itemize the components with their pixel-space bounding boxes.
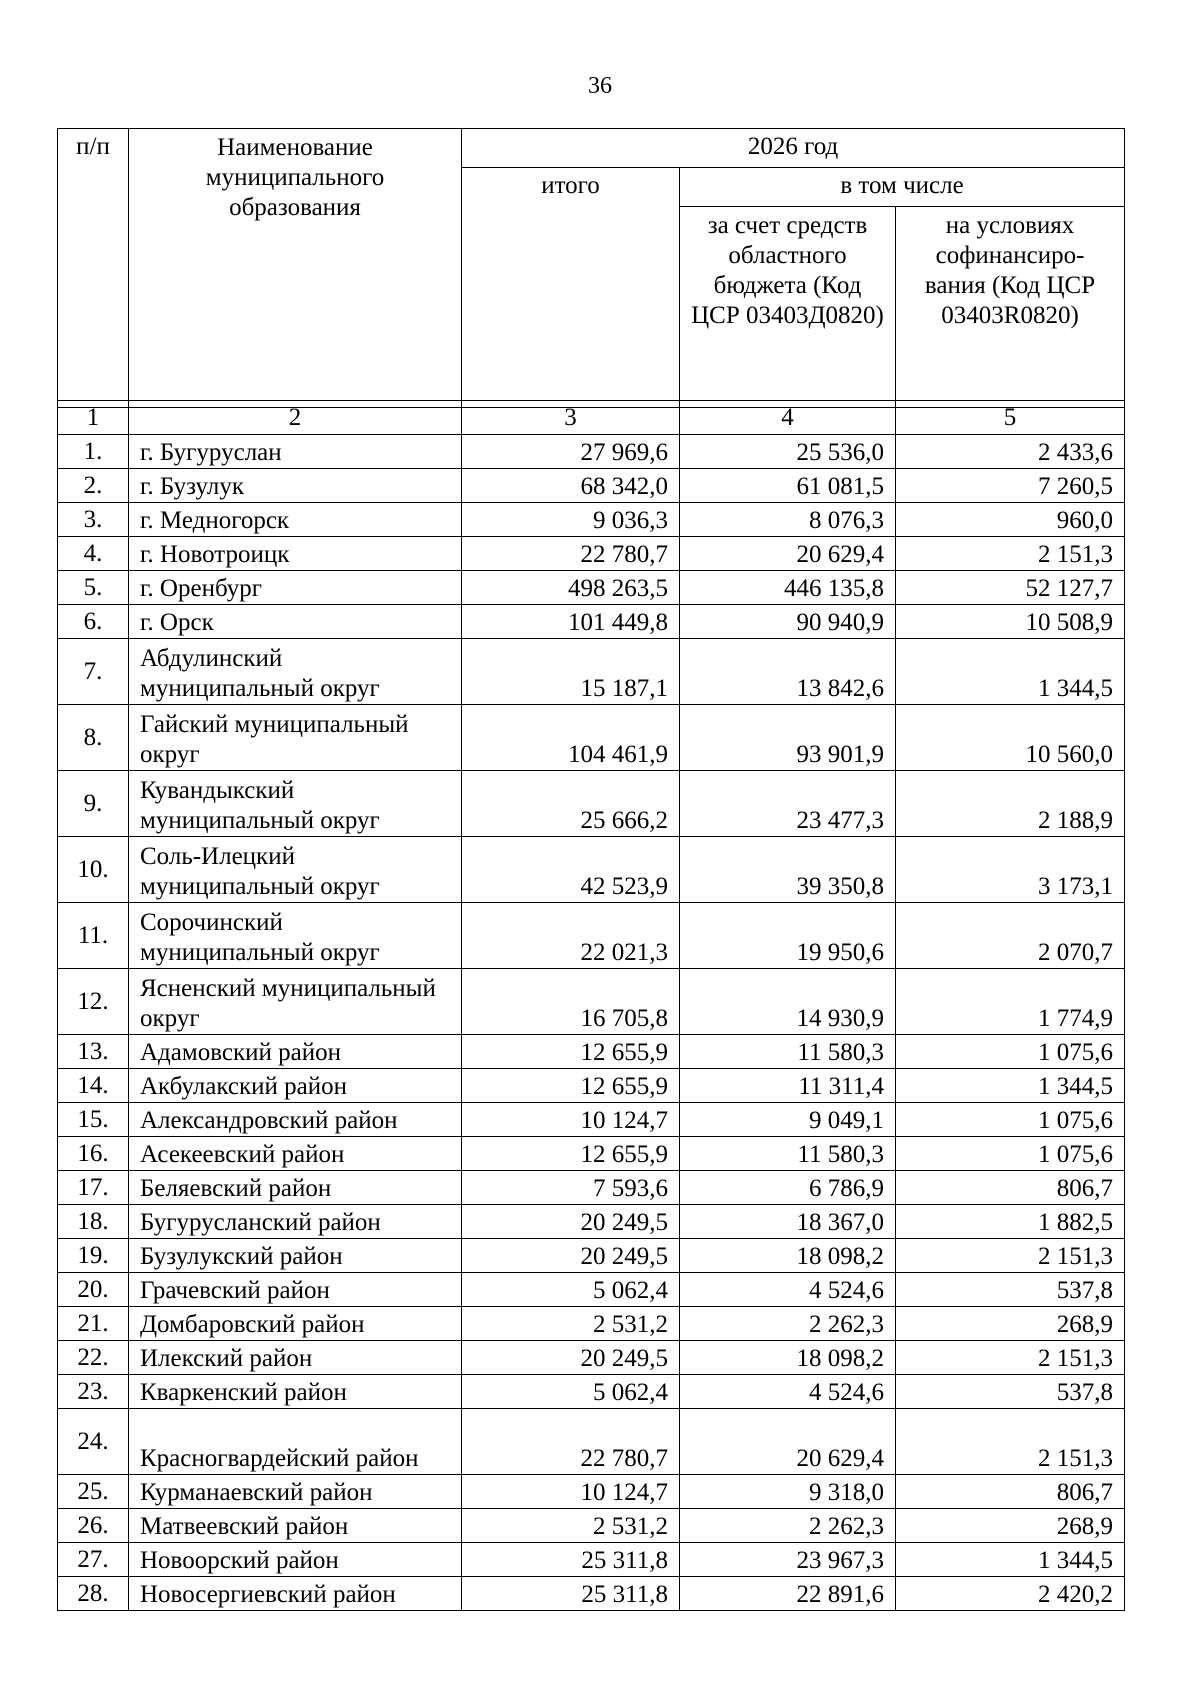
total-value: 10 124,7 bbox=[462, 1103, 680, 1137]
cofinancing-value: 1 344,5 bbox=[896, 639, 1125, 705]
table-row bbox=[58, 1543, 1125, 1577]
column-number: 1 bbox=[58, 401, 129, 435]
table-row bbox=[58, 1239, 1125, 1273]
total-value: 25 666,2 bbox=[462, 771, 680, 837]
row-number: 7. bbox=[58, 639, 129, 705]
table-row bbox=[58, 1273, 1125, 1307]
row-number: 25. bbox=[58, 1475, 129, 1509]
municipality-name: г. Орск bbox=[129, 605, 462, 639]
row-number: 19. bbox=[58, 1239, 129, 1273]
cofinancing-value: 1 075,6 bbox=[896, 1103, 1125, 1137]
cofinancing-value: 268,9 bbox=[896, 1307, 1125, 1341]
row-number: 10. bbox=[58, 837, 129, 903]
cofinancing-value: 7 260,5 bbox=[896, 469, 1125, 503]
table-row bbox=[58, 1375, 1125, 1409]
regional-budget-value: 9 049,1 bbox=[680, 1103, 896, 1137]
row-number: 22. bbox=[58, 1341, 129, 1375]
regional-budget-value: 6 786,9 bbox=[680, 1171, 896, 1205]
row-number: 24. bbox=[58, 1409, 129, 1475]
data-table bbox=[57, 400, 1125, 1611]
total-value: 20 249,5 bbox=[462, 1205, 680, 1239]
total-value: 20 249,5 bbox=[462, 1341, 680, 1375]
row-number: 12. bbox=[58, 969, 129, 1035]
cofinancing-value: 806,7 bbox=[896, 1475, 1125, 1509]
regional-budget-value: 18 367,0 bbox=[680, 1205, 896, 1239]
regional-budget-value: 18 098,2 bbox=[680, 1239, 896, 1273]
column-number: 3 bbox=[462, 401, 680, 435]
regional-budget-value: 61 081,5 bbox=[680, 469, 896, 503]
municipality-name: Александровский район bbox=[129, 1103, 462, 1137]
municipality-name: Акбулакский район bbox=[129, 1069, 462, 1103]
table-row bbox=[58, 1069, 1125, 1103]
row-number: 1. bbox=[58, 435, 129, 469]
regional-budget-value: 2 262,3 bbox=[680, 1307, 896, 1341]
municipality-name: Новосергиевский район bbox=[129, 1577, 462, 1611]
row-number: 26. bbox=[58, 1509, 129, 1543]
table-row bbox=[58, 903, 1125, 969]
total-value: 22 780,7 bbox=[462, 537, 680, 571]
cofinancing-value: 960,0 bbox=[896, 503, 1125, 537]
total-value: 68 342,0 bbox=[462, 469, 680, 503]
municipality-name: Курманаевский район bbox=[129, 1475, 462, 1509]
table-row bbox=[58, 1475, 1125, 1509]
regional-budget-value: 39 350,8 bbox=[680, 837, 896, 903]
municipality-name: Кваркенский район bbox=[129, 1375, 462, 1409]
cofinancing-value: 2 151,3 bbox=[896, 1409, 1125, 1475]
regional-budget-value: 93 901,9 bbox=[680, 705, 896, 771]
municipality-name: Красногвардейский район bbox=[129, 1409, 462, 1475]
table-row bbox=[58, 771, 1125, 837]
row-number: 9. bbox=[58, 771, 129, 837]
cofinancing-value: 2 151,3 bbox=[896, 1341, 1125, 1375]
regional-budget-value: 11 580,3 bbox=[680, 1035, 896, 1069]
row-number: 15. bbox=[58, 1103, 129, 1137]
column-number: 4 bbox=[680, 401, 896, 435]
table-row bbox=[58, 1577, 1125, 1611]
table-row bbox=[58, 605, 1125, 639]
table-row bbox=[58, 1307, 1125, 1341]
total-value: 5 062,4 bbox=[462, 1375, 680, 1409]
total-value: 25 311,8 bbox=[462, 1577, 680, 1611]
regional-budget-value: 11 580,3 bbox=[680, 1137, 896, 1171]
regional-budget-value: 9 318,0 bbox=[680, 1475, 896, 1509]
header-regional-budget: за счет средств областного бюджета (Код ЦСР 03403Д0820) bbox=[680, 207, 896, 408]
total-value: 5 062,4 bbox=[462, 1273, 680, 1307]
table-row bbox=[58, 969, 1125, 1035]
regional-budget-value: 11 311,4 bbox=[680, 1069, 896, 1103]
municipality-name: Грачевский район bbox=[129, 1273, 462, 1307]
total-value: 42 523,9 bbox=[462, 837, 680, 903]
municipality-name: Гайский муниципальный округ bbox=[129, 705, 462, 771]
municipality-name: Бузулукский район bbox=[129, 1239, 462, 1273]
cofinancing-value: 10 508,9 bbox=[896, 605, 1125, 639]
table-header bbox=[57, 128, 1125, 408]
total-value: 10 124,7 bbox=[462, 1475, 680, 1509]
cofinancing-value: 806,7 bbox=[896, 1171, 1125, 1205]
column-numbers-row bbox=[58, 401, 1125, 435]
row-number: 21. bbox=[58, 1307, 129, 1341]
regional-budget-value: 25 536,0 bbox=[680, 435, 896, 469]
total-value: 22 780,7 bbox=[462, 1409, 680, 1475]
cofinancing-value: 52 127,7 bbox=[896, 571, 1125, 605]
regional-budget-value: 22 891,6 bbox=[680, 1577, 896, 1611]
municipality-name: Абдулинский муниципальный округ bbox=[129, 639, 462, 705]
header-cofinancing: на условиях софинансиро-вания (Код ЦСР 03403R0820) bbox=[896, 207, 1125, 408]
regional-budget-value: 13 842,6 bbox=[680, 639, 896, 705]
total-value: 12 655,9 bbox=[462, 1137, 680, 1171]
total-value: 498 263,5 bbox=[462, 571, 680, 605]
total-value: 7 593,6 bbox=[462, 1171, 680, 1205]
cofinancing-value: 2 151,3 bbox=[896, 1239, 1125, 1273]
column-number: 5 bbox=[896, 401, 1125, 435]
regional-budget-value: 4 524,6 bbox=[680, 1273, 896, 1307]
total-value: 16 705,8 bbox=[462, 969, 680, 1035]
table-row bbox=[58, 571, 1125, 605]
total-value: 12 655,9 bbox=[462, 1069, 680, 1103]
cofinancing-value: 1 882,5 bbox=[896, 1205, 1125, 1239]
total-value: 101 449,8 bbox=[462, 605, 680, 639]
table-row bbox=[58, 1205, 1125, 1239]
municipality-name: Адамовский район bbox=[129, 1035, 462, 1069]
regional-budget-value: 20 629,4 bbox=[680, 1409, 896, 1475]
row-number: 13. bbox=[58, 1035, 129, 1069]
regional-budget-value: 23 477,3 bbox=[680, 771, 896, 837]
row-number: 2. bbox=[58, 469, 129, 503]
cofinancing-value: 1 774,9 bbox=[896, 969, 1125, 1035]
municipality-name: г. Бузулук bbox=[129, 469, 462, 503]
municipality-name: Домбаровский район bbox=[129, 1307, 462, 1341]
cofinancing-value: 2 151,3 bbox=[896, 537, 1125, 571]
municipality-name: Новоорский район bbox=[129, 1543, 462, 1577]
table-row bbox=[58, 1341, 1125, 1375]
row-number: 17. bbox=[58, 1171, 129, 1205]
row-number: 14. bbox=[58, 1069, 129, 1103]
table-row bbox=[58, 837, 1125, 903]
municipality-name: Беляевский район bbox=[129, 1171, 462, 1205]
regional-budget-value: 446 135,8 bbox=[680, 571, 896, 605]
page-number: 36 bbox=[588, 73, 612, 99]
table-row bbox=[58, 639, 1125, 705]
total-value: 20 249,5 bbox=[462, 1239, 680, 1273]
regional-budget-value: 2 262,3 bbox=[680, 1509, 896, 1543]
cofinancing-value: 2 420,2 bbox=[896, 1577, 1125, 1611]
total-value: 25 311,8 bbox=[462, 1543, 680, 1577]
municipality-name: г. Медногорск bbox=[129, 503, 462, 537]
table-row bbox=[58, 435, 1125, 469]
row-number: 28. bbox=[58, 1577, 129, 1611]
cofinancing-value: 10 560,0 bbox=[896, 705, 1125, 771]
header-year: 2026 год bbox=[462, 129, 1125, 168]
municipality-name: Бугурусланский район bbox=[129, 1205, 462, 1239]
cofinancing-value: 3 173,1 bbox=[896, 837, 1125, 903]
table-row bbox=[58, 1137, 1125, 1171]
total-value: 9 036,3 bbox=[462, 503, 680, 537]
regional-budget-value: 8 076,3 bbox=[680, 503, 896, 537]
cofinancing-value: 1 075,6 bbox=[896, 1137, 1125, 1171]
total-value: 2 531,2 bbox=[462, 1307, 680, 1341]
row-number: 20. bbox=[58, 1273, 129, 1307]
total-value: 104 461,9 bbox=[462, 705, 680, 771]
municipality-name: Сорочинский муниципальный округ bbox=[129, 903, 462, 969]
table-row bbox=[58, 1509, 1125, 1543]
table-row bbox=[58, 705, 1125, 771]
total-value: 12 655,9 bbox=[462, 1035, 680, 1069]
table-row bbox=[58, 1035, 1125, 1069]
header-col-name: Наименование муниципального образования bbox=[129, 129, 462, 408]
municipality-name: Асекеевский район bbox=[129, 1137, 462, 1171]
table-row bbox=[58, 503, 1125, 537]
regional-budget-value: 23 967,3 bbox=[680, 1543, 896, 1577]
municipality-name: Илекский район bbox=[129, 1341, 462, 1375]
row-number: 5. bbox=[58, 571, 129, 605]
cofinancing-value: 1 344,5 bbox=[896, 1069, 1125, 1103]
header-including: в том числе bbox=[680, 168, 1125, 207]
total-value: 2 531,2 bbox=[462, 1509, 680, 1543]
table-row bbox=[58, 1171, 1125, 1205]
total-value: 27 969,6 bbox=[462, 435, 680, 469]
regional-budget-value: 20 629,4 bbox=[680, 537, 896, 571]
cofinancing-value: 2 188,9 bbox=[896, 771, 1125, 837]
municipality-name: Кувандыкский муниципальный округ bbox=[129, 771, 462, 837]
municipality-name: г. Бугуруслан bbox=[129, 435, 462, 469]
table-row bbox=[58, 1103, 1125, 1137]
row-number: 23. bbox=[58, 1375, 129, 1409]
municipality-name: г. Оренбург bbox=[129, 571, 462, 605]
municipality-name: Соль-Илецкий муниципальный округ bbox=[129, 837, 462, 903]
regional-budget-value: 14 930,9 bbox=[680, 969, 896, 1035]
row-number: 8. bbox=[58, 705, 129, 771]
regional-budget-value: 18 098,2 bbox=[680, 1341, 896, 1375]
cofinancing-value: 1 344,5 bbox=[896, 1543, 1125, 1577]
cofinancing-value: 537,8 bbox=[896, 1375, 1125, 1409]
regional-budget-value: 19 950,6 bbox=[680, 903, 896, 969]
table-row bbox=[58, 537, 1125, 571]
municipality-name: Матвеевский район bbox=[129, 1509, 462, 1543]
cofinancing-value: 1 075,6 bbox=[896, 1035, 1125, 1069]
total-value: 22 021,3 bbox=[462, 903, 680, 969]
row-number: 4. bbox=[58, 537, 129, 571]
regional-budget-value: 4 524,6 bbox=[680, 1375, 896, 1409]
total-value: 15 187,1 bbox=[462, 639, 680, 705]
cofinancing-value: 2 433,6 bbox=[896, 435, 1125, 469]
row-number: 27. bbox=[58, 1543, 129, 1577]
table-row bbox=[58, 469, 1125, 503]
header-col-num: п/п bbox=[58, 129, 129, 408]
row-number: 16. bbox=[58, 1137, 129, 1171]
municipality-name: г. Новотроицк bbox=[129, 537, 462, 571]
header-total: итого bbox=[462, 168, 680, 408]
row-number: 3. bbox=[58, 503, 129, 537]
table-row bbox=[58, 1409, 1125, 1475]
column-number: 2 bbox=[129, 401, 462, 435]
row-number: 18. bbox=[58, 1205, 129, 1239]
row-number: 11. bbox=[58, 903, 129, 969]
cofinancing-value: 268,9 bbox=[896, 1509, 1125, 1543]
row-number: 6. bbox=[58, 605, 129, 639]
regional-budget-value: 90 940,9 bbox=[680, 605, 896, 639]
municipality-name: Ясненский муниципальный округ bbox=[129, 969, 462, 1035]
cofinancing-value: 537,8 bbox=[896, 1273, 1125, 1307]
cofinancing-value: 2 070,7 bbox=[896, 903, 1125, 969]
